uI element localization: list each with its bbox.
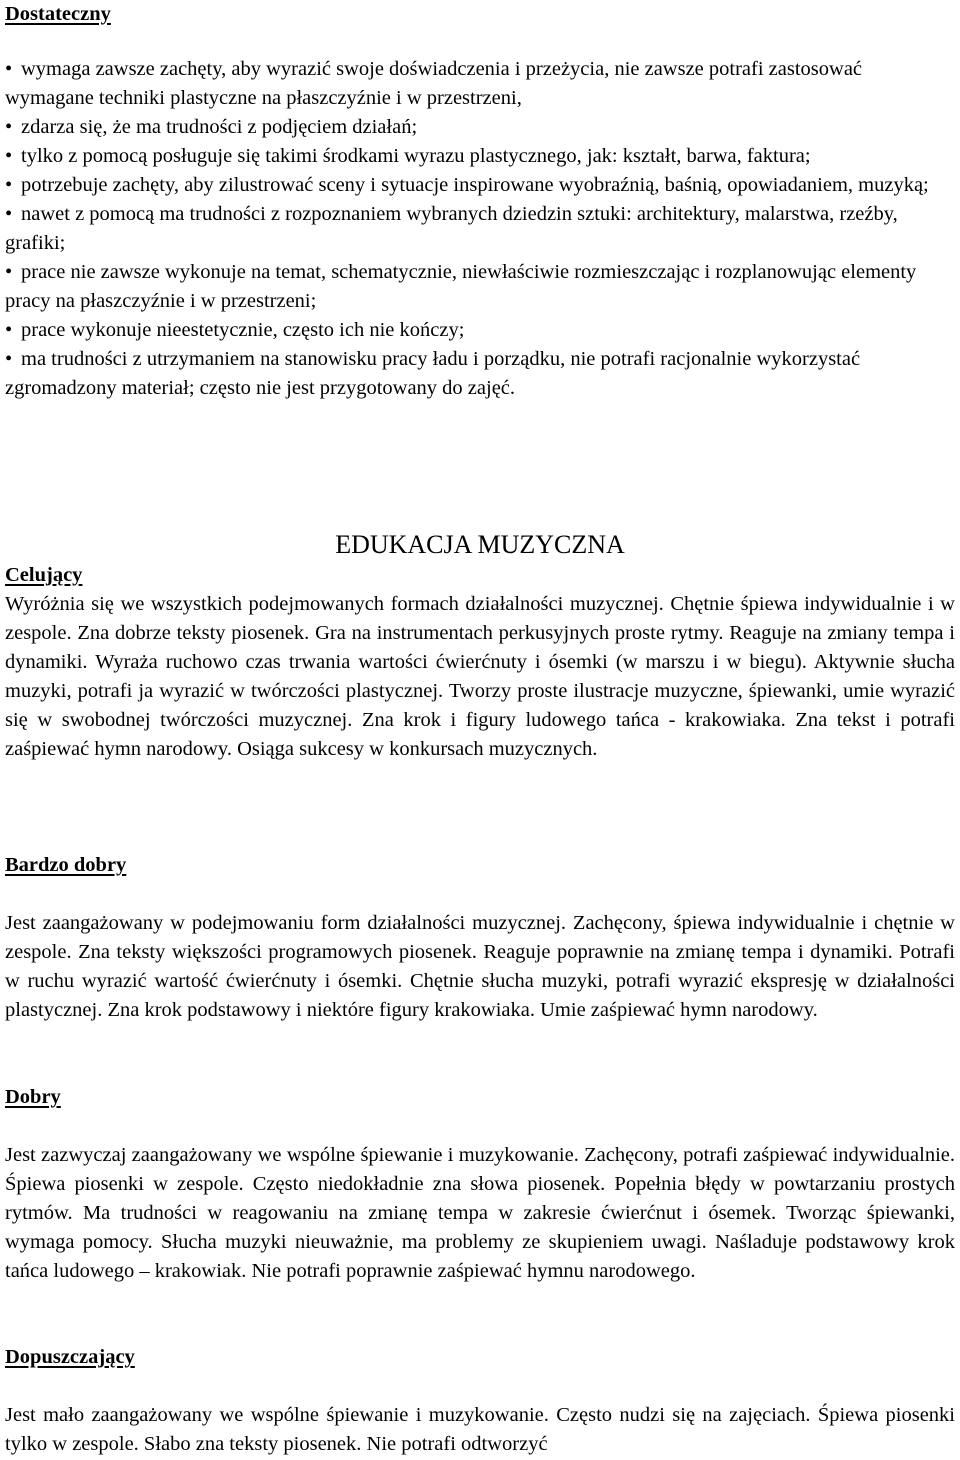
heading-bardzo-dobry: Bardzo dobry	[5, 854, 127, 876]
heading-dobry: Dobry	[5, 1086, 61, 1108]
list-item-text: prace nie zawsze wykonuje na temat, schematycznie, niewłaściwie rozmieszczając i rozplanowując elementy pracy na płaszczyźnie i w przestrzeni;	[5, 261, 917, 312]
list-item	[5, 55, 955, 113]
list-item	[5, 171, 955, 200]
list-item-text: wymaga zawsze zachęty, aby wyrazić swoje doświadczenia i przeżycia, nie zawsze potrafi zastosować wymagane techniki plastyczne na płaszczyźnie i w przestrzeni,	[5, 58, 863, 109]
bullet-icon: •	[5, 58, 13, 80]
dostateczny-criteria-list	[5, 55, 955, 403]
grade-block-dopuszczajacy	[5, 1343, 955, 1459]
list-item	[5, 200, 955, 258]
section-title-music-education: EDUKACJA MUZYCZNA	[335, 530, 625, 559]
bullet-icon: •	[5, 203, 13, 225]
heading-celujacy: Celujący	[5, 564, 83, 586]
paragraph-dopuszczajacy: Jest mało zaangażowany we wspólne śpiewanie i muzykowanie. Często nudzi się na zajęciach. Śpiewa piosenki tylko w zespole. Słabo zna teksty piosenek. Nie potrafi odtworzyć	[5, 1404, 955, 1455]
heading-dostateczny: Dostateczny	[5, 3, 111, 25]
list-item-text: zdarza się, że ma trudności z podjęciem działań;	[21, 116, 418, 138]
paragraph-celujacy: Wyróżnia się we wszystkich podejmowanych formach działalności muzycznej. Chętnie śpiewa indywidualnie i w zespole. Zna dobrze teksty piosenek. Gra na instrumentach perkusyjnych proste rytmy. Reaguje na zmiany tempa i dynamiki. Wyraża ruchowo czas trwania wartości ćwierćnuty i ósemki (w marszu i w biegu). Aktywnie słucha muzyki, potrafi ja wyrazić w twórczości plastycznej. Tworzy proste ilustracje muzyczne, śpiewanki, umie wyrazić się w swobodnej twórczości muzycznej. Zna krok i figury ludowego tańca - krakowiaka. Zna tekst i potrafi zaśpiewać hymn narodowy. Osiąga sukcesy w konkursach muzycznych.	[5, 593, 955, 760]
list-item-text: nawet z pomocą ma trudności z rozpoznaniem wybranych dziedzin sztuki: architektury, malarstwa, rzeźby, grafiki;	[5, 203, 898, 254]
paragraph-dobry: Jest zazwyczaj zaangażowany we wspólne śpiewanie i muzykowanie. Zachęcony, potrafi zaśpiewać indywidualnie. Śpiewa piosenki w zespole. Często niedokładnie zna słowa piosenek. Popełnia błędy w powtarzaniu prostych rytmów. Ma trudności w reagowaniu na zmianę tempa w zakresie ćwierćnut i ósemek. Tworząc śpiewanki, wymaga pomocy. Słucha muzyki nieuważnie, ma problemy ze skupieniem uwagi. Naśladuje podstawowy krok tańca ludowego – krakowiak. Nie potrafi poprawnie zaśpiewać hymnu narodowego.	[5, 1144, 955, 1282]
list-item-text: potrzebuje zachęty, aby zilustrować sceny i sytuacje inspirowane wyobraźnią, baśnią, opowiadaniem, muzyką;	[21, 174, 929, 196]
bullet-icon: •	[5, 319, 13, 341]
heading-dopuszczajacy: Dopuszczający	[5, 1346, 135, 1368]
list-item-text: ma trudności z utrzymaniem na stanowisku pracy ładu i porządku, nie potrafi racjonalnie wykorzystać zgromadzony materiał; często nie jest przygotowany do zajęć.	[5, 348, 861, 399]
list-item	[5, 113, 955, 142]
list-item	[5, 142, 955, 171]
bullet-icon: •	[5, 174, 13, 196]
bullet-icon: •	[5, 348, 13, 370]
list-item	[5, 258, 955, 316]
list-item	[5, 316, 955, 345]
bullet-icon: •	[5, 116, 13, 138]
paragraph-bardzo-dobry: Jest zaangażowany w podejmowaniu form działalności muzycznej. Zachęcony, śpiewa indywidualnie i chętnie w zespole. Zna teksty większości programowych piosenek. Reaguje poprawnie na zmianę tempa i dynamiki. Potrafi w ruchu wyrazić wartość ćwierćnuty i ósemki. Chętnie słucha muzyki, potrafi wyrazić ekspresję w działalności plastycznej. Zna krok podstawowy i niektóre figury krakowiaka. Umie zaśpiewać hymn narodowy.	[5, 912, 955, 1021]
grade-block-celujacy	[5, 561, 955, 764]
list-item-text: prace wykonuje nieestetycznie, często ich nie kończy;	[21, 319, 465, 341]
grade-block-bardzo-dobry	[5, 851, 955, 1025]
bullet-icon: •	[5, 261, 13, 283]
bullet-icon: •	[5, 145, 13, 167]
list-item	[5, 345, 955, 403]
list-item-text: tylko z pomocą posługuje się takimi środkami wyrazu plastycznego, jak: kształt, barwa, faktura;	[21, 145, 811, 167]
grade-block-dobry	[5, 1083, 955, 1286]
